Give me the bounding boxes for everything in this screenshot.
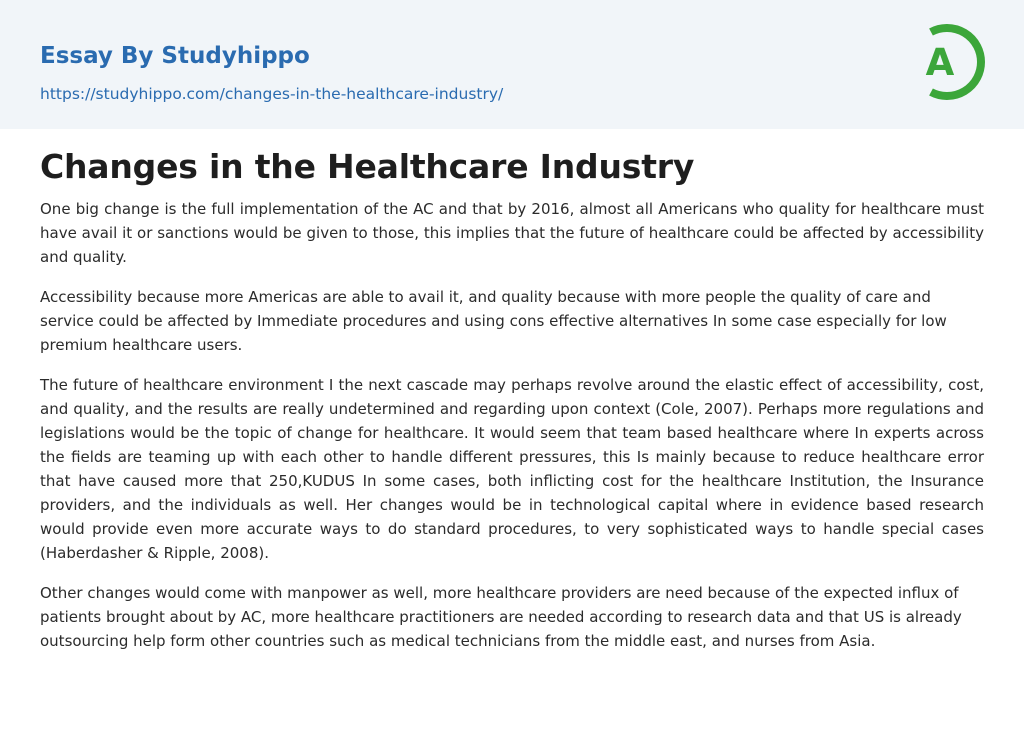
article	[0, 147, 1024, 653]
brand-title[interactable]: Essay By Studyhippo	[40, 43, 310, 69]
logo-letter: A	[925, 41, 955, 84]
article-paragraph-3: The future of healthcare environment I the next cascade may perhaps revolve around the elastic effect of accessibility, cost, and quality, and the results are really undetermined and regarding upon context (Cole, 2007). Perhaps more regulations and legislations would be the topic of change for healthcare. It would seem that team based healthcare where In experts across the fields are teaming up with each other to handle different pressures, this Is mainly because to reduce healthcare error that have caused more that 250,KUDUS In some cases, both inflicting cost for the healthcare Institution, the Insurance providers, and the individuals as well. Her changes would be in technological capital where in evidence based research would provide even more accurate ways to do standard procedures, to very sophisticated ways to handle special cases (Haberdasher & Ripple, 2008).	[40, 376, 984, 562]
page-title: Changes in the Healthcare Industry	[40, 147, 695, 186]
studyhippo-logo-icon[interactable]	[913, 20, 985, 104]
article-paragraph-2: Accessibility because more Americas are able to avail it, and quality because with more people the quality of care and service could be affected by Immediate procedures and using cons effective alternatives In some case especially for low premium healthcare users.	[40, 288, 947, 354]
article-paragraph-1: One big change is the full implementation of the AC and that by 2016, almost all Americans who quality for healthcare must have avail it or sanctions would be given to those, this implies that the future of healthcare could be affected by accessibility and quality.	[40, 200, 984, 266]
site-header	[0, 0, 1024, 129]
source-url-link[interactable]: https://studyhippo.com/changes-in-the-healthcare-industry/	[40, 85, 504, 103]
article-paragraph-4: Other changes would come with manpower as well, more healthcare providers are need because of the expected influx of patients brought about by AC, more healthcare practitioners are needed according to research data and that US is already outsourcing help form other countries such as medical technicians from the middle east, and nurses from Asia.	[40, 584, 962, 650]
